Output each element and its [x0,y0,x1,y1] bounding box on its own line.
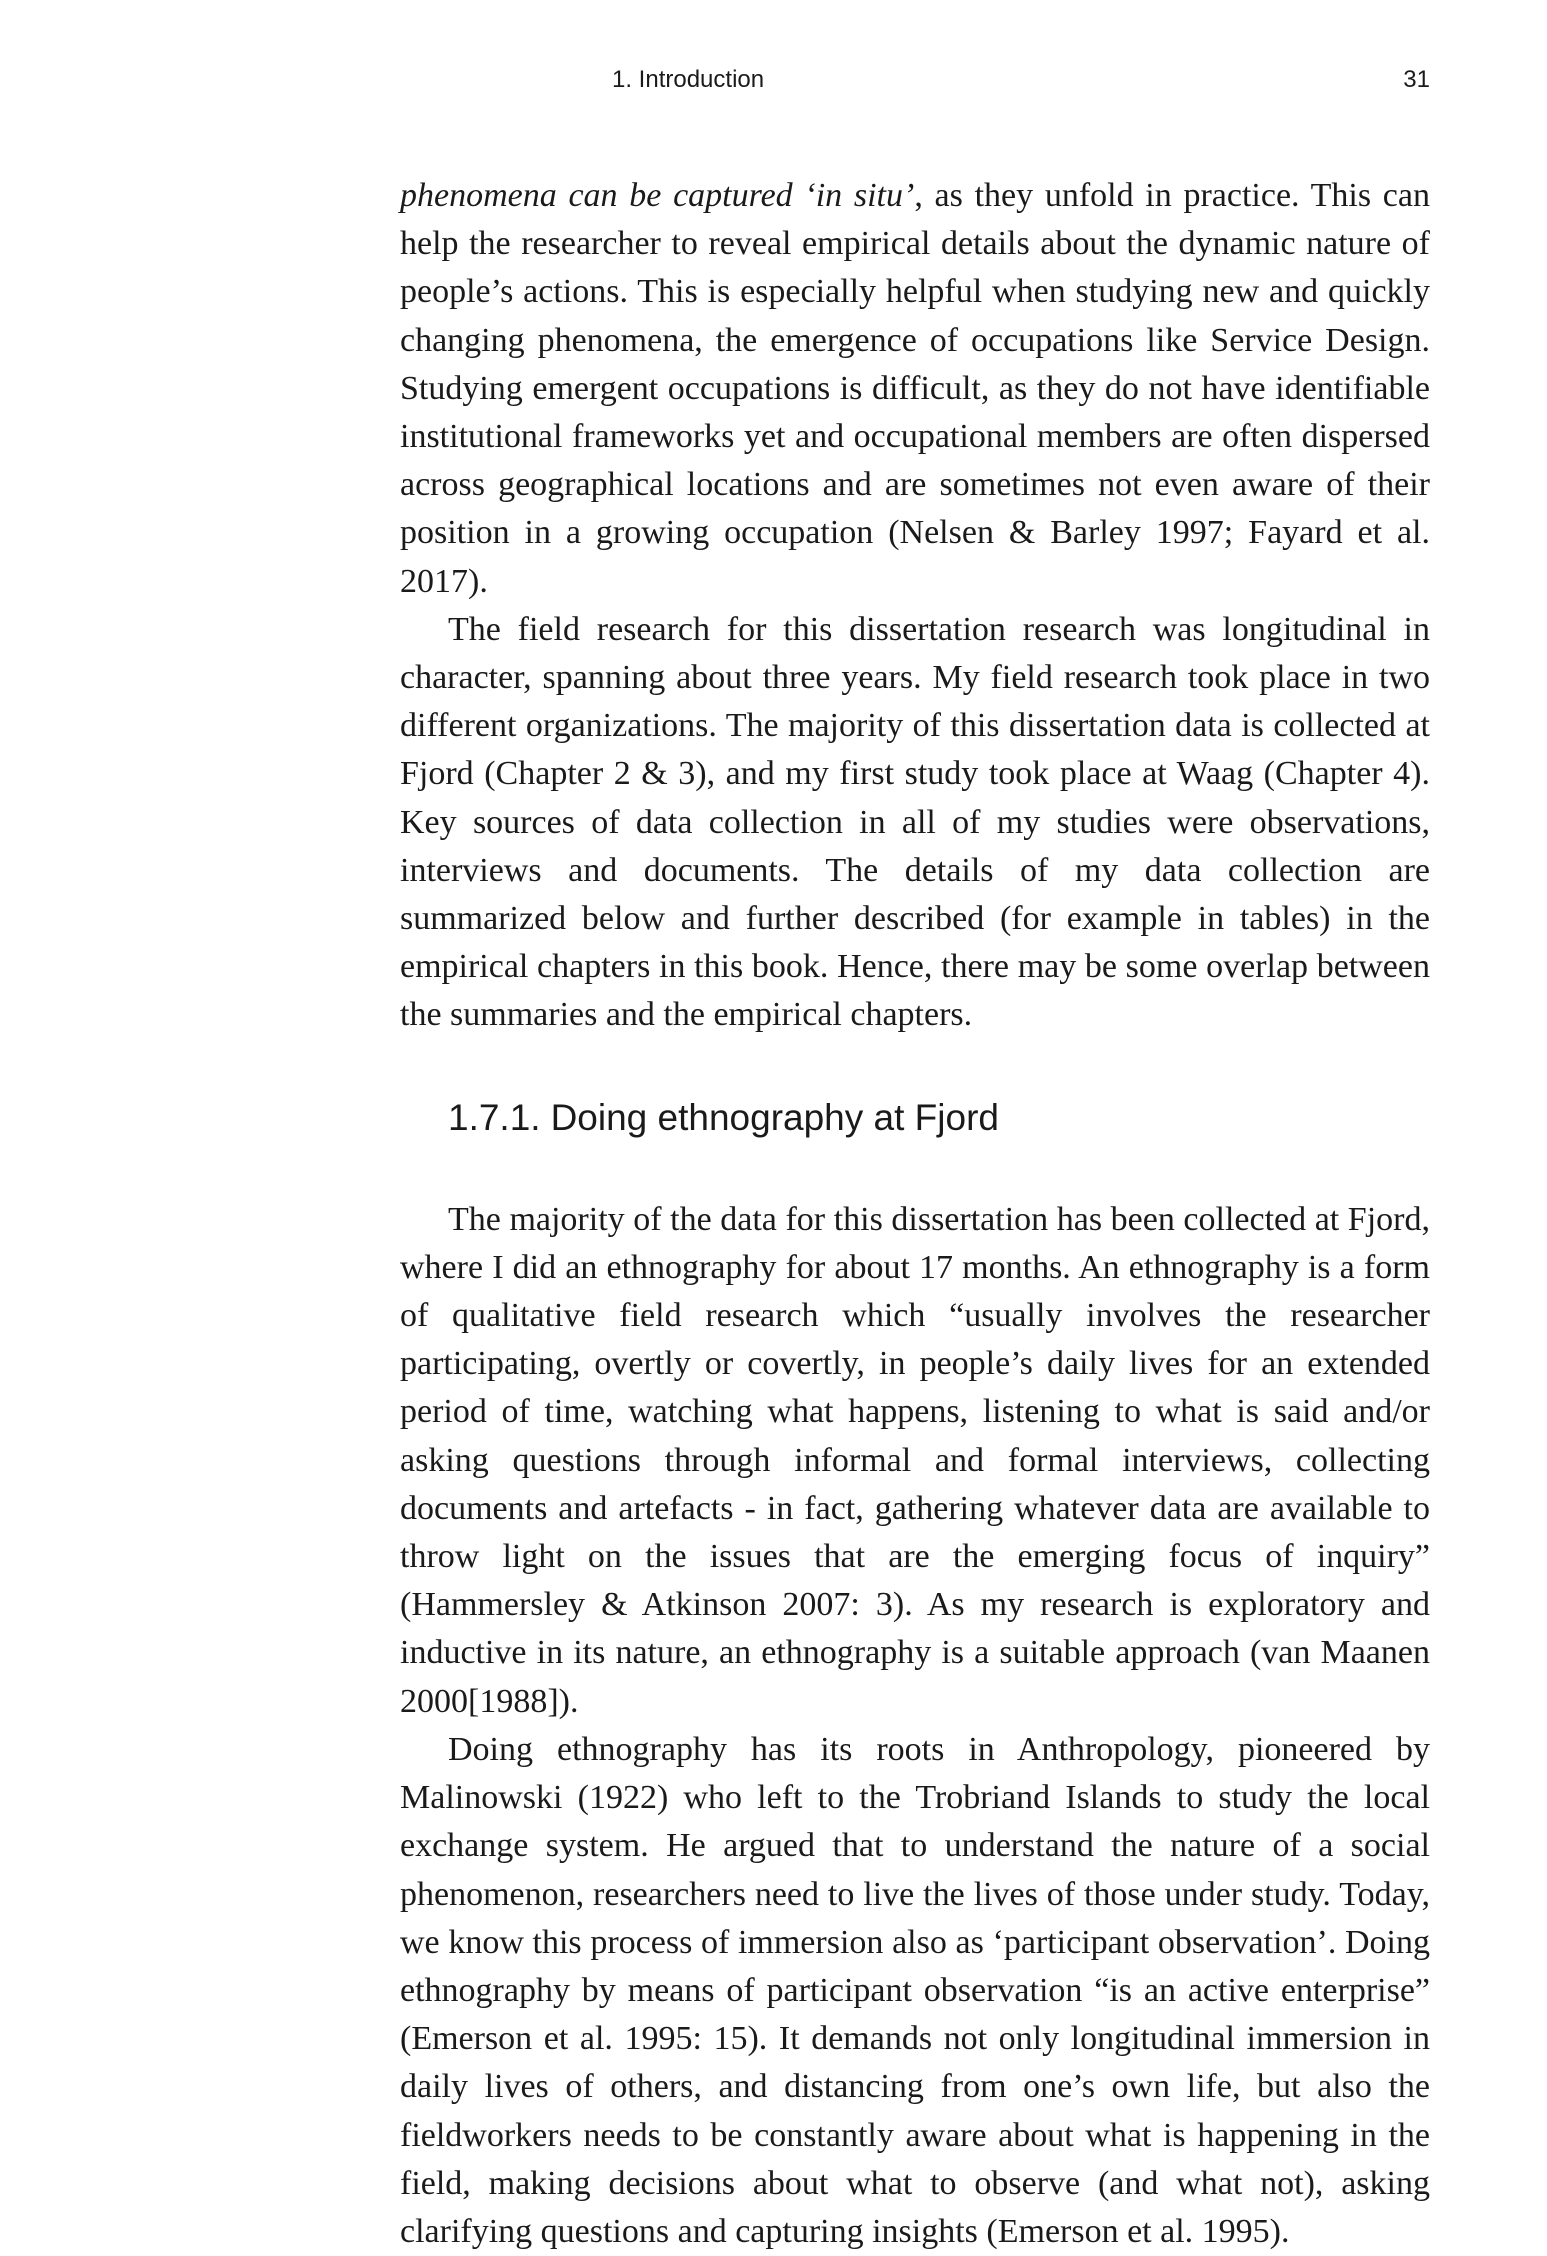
page-number: 31 [1403,66,1430,93]
section-number: 1.7.1. [448,1096,541,1138]
paragraph-text: , as they unfold in practice. This can help the researcher to reveal empirical details about the dynamic nature of people’s actions. This is especially helpful when studying new and quickly changing phenomena, the emergence of occupations like Service Design. Studying emergent occupations is difficult, as they do not have identifiable institutional frameworks yet and occupational members are often dispersed across geographical locations and are sometimes not even aware of their position in a growing occupation (Nelsen & Barley 1997; Fayard et al. 2017). [400,177,1430,600]
paragraph-continuation [400,172,1430,606]
section-title: Doing ethnography at Fjord [550,1096,999,1138]
paragraph: The field research for this dissertation research was longitudinal in character, spanning about three years. My field research took place in two different organizations. The majority of this dissertation data is collected at Fjord (Chapter 2 & 3), and my first study took place at Waag (Chapter 4). Key sources of data collection in all of my studies were observations, interviews and documents. The details of my data collection are summarized below and further described (for example in tables) in the empirical chapters in this book. Hence, there may be some overlap between the summaries and the empirical chapters. [400,610,1430,1034]
body-text [400,172,1430,2256]
chapter-title: 1. Introduction [612,66,765,93]
italic-phrase: phenomena can be captured ‘in situ’ [400,177,915,214]
running-header [400,66,1430,106]
section-heading [448,1094,1430,1142]
paragraph: The majority of the data for this dissertation has been collected at Fjord, where I did an ethnography for about 17 months. An ethnography is a form of qualitative field research which “usually involves the researcher participating, overtly or covertly, in people’s daily lives for an extended period of time, watching what happens, listening to what is said and/or asking questions through informal and formal interviews, collecting documents and artefacts - in fact, gathering whatever data are available to throw light on the issues that are the emerging focus of inquiry” (Hammersley & Atkinson 2007: 3). As my research is exploratory and inductive in its nature, an ethnography is a suitable approach (van Maanen 2000[1988]). [400,1200,1430,1720]
paragraph: Doing ethnography has its roots in Anthropology, pioneered by Malinowski (1922) who left to the Trobriand Islands to study the local exchange system. He argued that to understand the nature of a social phenomenon, researchers need to live the lives of those under study. Today, we know this process of immersion also as ‘participant observation’. Doing ethnography by means of participant observation “is an active enterprise” (Emerson et al. 1995: 15). It demands not only longitudinal immersion in daily lives of others, and distancing from one’s own life, but also the fieldworkers needs to be constantly aware about what is happening in the field, making decisions about what to observe (and what not), asking clarifying questions and capturing insights (Emerson et al. 1995). [400,1730,1430,2250]
